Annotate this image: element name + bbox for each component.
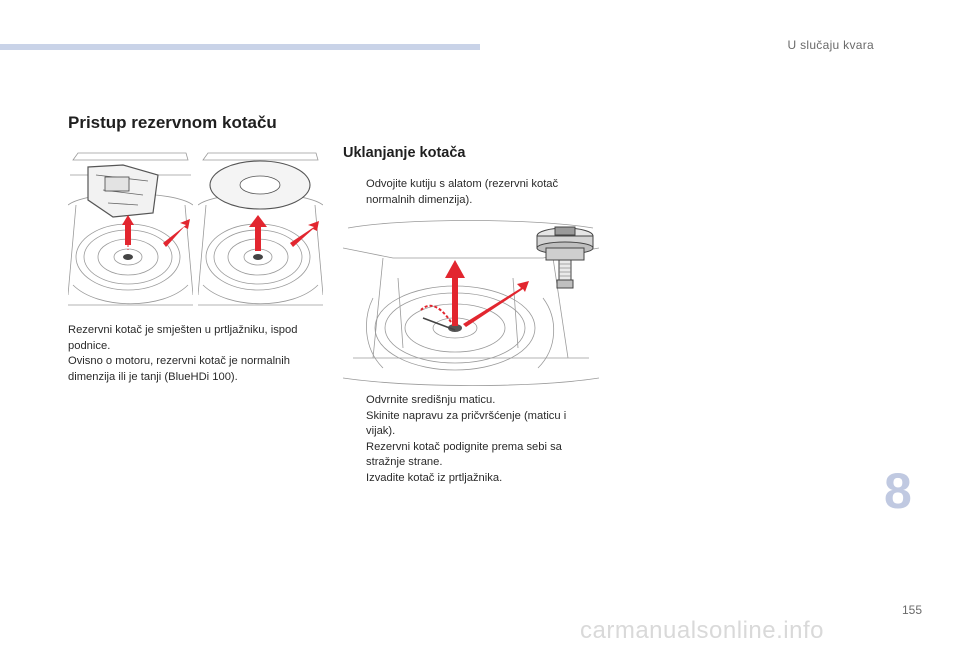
spare-wheel-cover-illustration xyxy=(198,145,323,313)
text-line: podnice. xyxy=(68,339,111,352)
list-item xyxy=(345,440,590,471)
chapter-number: 8 xyxy=(884,463,912,519)
bolt-nut-detail-illustration xyxy=(530,222,600,294)
text-line: Rezervni kotač je smješten u prtljažniku, ispod xyxy=(68,324,298,336)
step-text: Odvrnite središnju maticu. xyxy=(366,394,496,406)
section-title: Pristup rezervnom kotaču xyxy=(68,113,277,132)
page-number: 155 xyxy=(902,603,923,617)
list-item xyxy=(345,471,590,487)
text-line: Ovisno o motoru, rezervni kotač je normalnih xyxy=(68,355,290,367)
steps-list-bottom xyxy=(345,393,590,486)
step-text: Rezervni kotač podignite prema sebi sa stražnje strane. xyxy=(366,440,562,468)
subsection-title: Uklanjanje kotača xyxy=(343,145,466,161)
watermark: carmanualsonline.info xyxy=(580,617,824,644)
list-item xyxy=(345,393,590,409)
steps-list-top xyxy=(345,177,585,208)
list-item xyxy=(345,177,585,208)
text-line: dimenzija ili je tanji (BlueHDi 100). xyxy=(68,370,238,383)
spare-wheel-location-text xyxy=(68,323,330,385)
chapter-title: U slučaju kvara xyxy=(787,38,874,52)
spare-wheel-toolbox-illustration xyxy=(68,145,193,313)
header-accent-bar xyxy=(0,44,480,50)
step-text: Izvadite kotač iz prtljažnika. xyxy=(366,471,503,484)
step-text: Skinite napravu za pričvršćenje (maticu i vijak). xyxy=(366,409,567,437)
step-text: Odvojite kutiju s alatom (rezervni kotač normalnih dimenzija). xyxy=(366,178,559,206)
list-item xyxy=(345,409,590,440)
